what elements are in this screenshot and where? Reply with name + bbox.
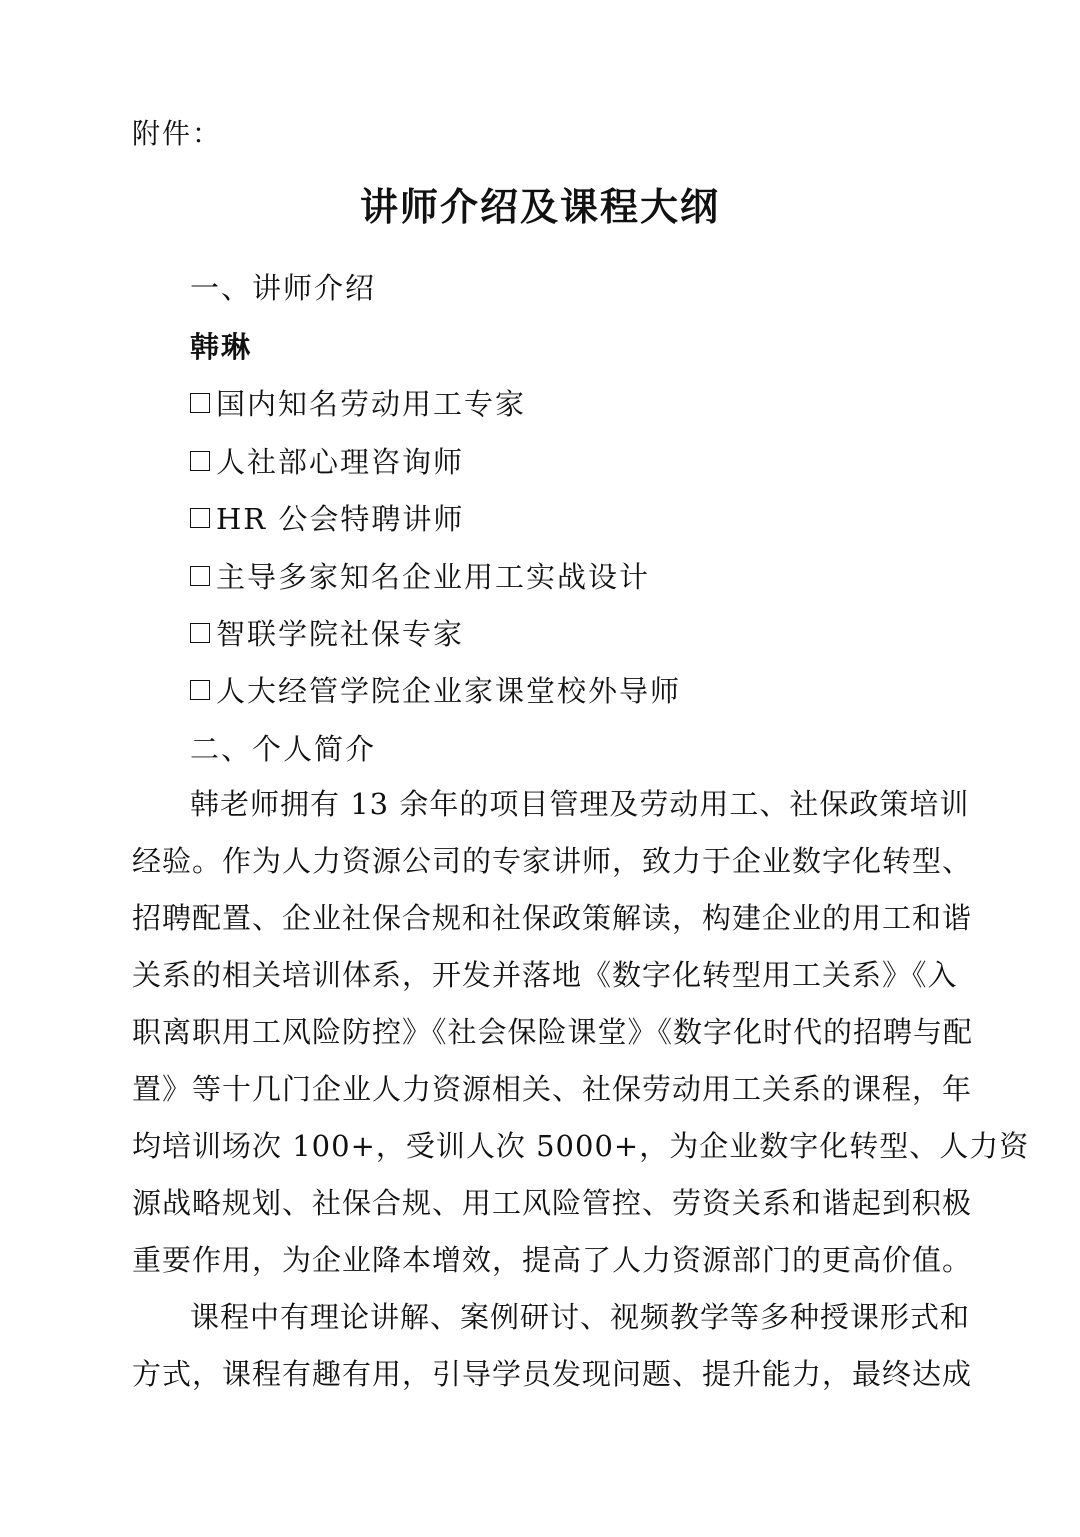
credential-item [190, 555, 650, 596]
paragraph-line: 职离职用工风险防控》《社会保险课堂》《数字化时代的招聘与配 [132, 1015, 974, 1049]
checkbox-square-icon [190, 508, 210, 528]
paragraph-line: 经验。作为人力资源公司的专家讲师，致力于企业数字化转型、 [132, 844, 973, 878]
credential-item [190, 669, 681, 710]
checkbox-square-icon [190, 623, 210, 643]
checkbox-square-icon [190, 566, 210, 586]
credential-text: 智联学院社保专家 [216, 617, 465, 651]
credential-text: HR 公会特聘讲师 [216, 502, 465, 536]
credential-text: 人大经管学院企业家课堂校外导师 [216, 674, 682, 708]
paragraph-line: 韩老师拥有 13 余年的项目管理及劳动用工、社保政策培训 [190, 787, 970, 821]
section-heading-instructor: 一、讲师介绍 [190, 271, 377, 305]
paragraph-line: 方式，课程有趣有用，引导学员发现问题、提升能力，最终达成 [132, 1357, 973, 1391]
paragraph-line: 置》等十几门企业人力资源相关、社保劳动用工关系的课程，年 [132, 1072, 973, 1106]
checkbox-square-icon [190, 451, 210, 471]
section-heading-profile: 二、个人简介 [190, 732, 377, 766]
credential-text: 主导多家知名企业用工实战设计 [216, 560, 651, 594]
instructor-name: 韩琳 [190, 330, 253, 364]
course-paragraph [132, 1289, 973, 1403]
paragraph-line: 重要作用，为企业降本增效，提高了人力资源部门的更高价值。 [132, 1243, 973, 1277]
credential-item [190, 382, 526, 423]
credential-item [190, 497, 464, 538]
credential-text: 人社部心理咨询师 [216, 445, 465, 479]
paragraph-line: 源战略规划、社保合规、用工风险管控、劳资关系和谐起到积极 [132, 1186, 973, 1220]
document-title: 讲师介绍及课程大纲 [359, 185, 720, 229]
credential-text: 国内知名劳动用工专家 [216, 387, 527, 421]
paragraph-line: 招聘配置、企业社保合规和社保政策解读，构建企业的用工和谐 [132, 901, 973, 935]
checkbox-square-icon [190, 393, 210, 413]
profile-paragraph [132, 776, 1030, 1289]
checkbox-square-icon [190, 680, 210, 700]
paragraph-line: 均培训场次 100+，受训人次 5000+，为企业数字化转型、人力资 [132, 1129, 1030, 1163]
credential-item [190, 440, 464, 481]
credential-item [190, 612, 464, 653]
paragraph-line: 关系的相关培训体系，开发并落地《数字化转型用工关系》《入 [132, 958, 958, 992]
attachment-label: 附件： [132, 117, 223, 150]
paragraph-line: 课程中有理论讲解、案例研讨、视频教学等多种授课形式和 [190, 1300, 971, 1334]
